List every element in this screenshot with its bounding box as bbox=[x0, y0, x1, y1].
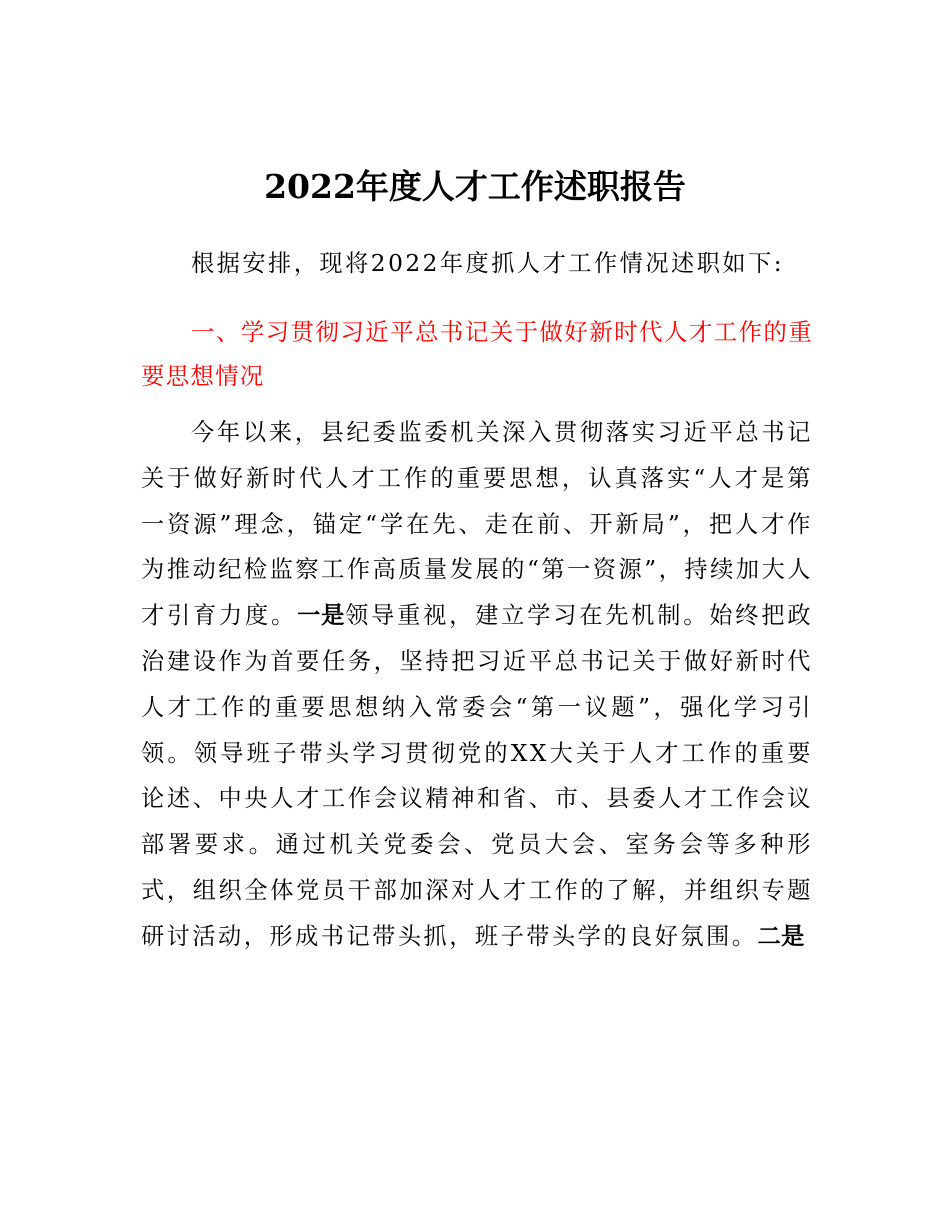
document-title: 2022年度人才工作述职报告 bbox=[264, 167, 686, 206]
bold-marker-first: 一是 bbox=[297, 602, 346, 630]
body-paragraph bbox=[141, 410, 813, 960]
bold-marker-second: 二是 bbox=[757, 922, 805, 950]
section-heading: 一、学习贯彻习近平总书记关于做好新时代人才工作的重要思想情况 bbox=[141, 318, 813, 390]
intro-paragraph: 根据安排，现将2022年度抓人才工作情况述职如下: bbox=[191, 250, 785, 277]
body-text-part2: 领导重视，建立学习在先机制。始终把政治建设作为首要任务，坚持把习近平总书记关于做好新时代人才工作的重要思想纳入常委会“第一议题”，强化学习引领。领导班子带头学习贯彻党的XX大关于人才工作的重要论述、中央人才工作会议精神和省、市、县委人才工作会议部署要求。通过机关党委会、党员大会、室务会等多种形式，组织全体党员干部加深对人才工作的了解，并组织专题研讨活动，形成书记带头抓，班子带头学的良好氛围。 bbox=[141, 602, 814, 950]
body-text-part1: 今年以来，县纪委监委机关深入贯彻落实习近平总书记关于做好新时代人才工作的重要思想，认真落实“人才是第一资源”理念，锚定“学在先、走在前、开新局”，把人才作为推动纪检监察工作高质量发展的“第一资源”，持续加大人才引育力度。 bbox=[141, 419, 813, 630]
